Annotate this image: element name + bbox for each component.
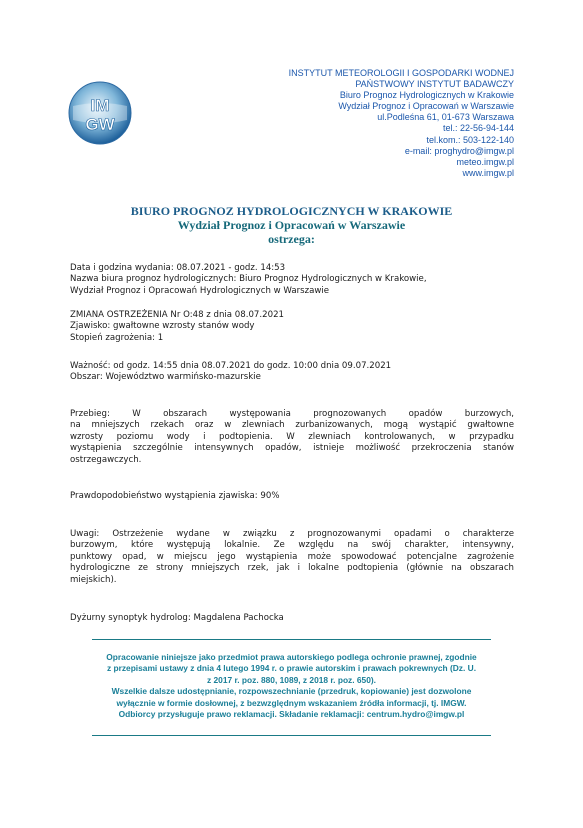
remarks-line: punktowy opad, w miejscu jego wystąpienia może spowodować potencjalne zagrożenie	[70, 551, 514, 562]
footer-top-rule	[92, 639, 491, 640]
warning-change-label: ZMIANA OSTRZEŻENIA	[70, 310, 168, 320]
office-krakow: Biuro Prognoz Hydrologicznych w Krakowie	[339, 90, 514, 101]
footer-line: Odbiorcy przysługuje prawo reklamacji. Składanie reklamacji: centrum.hydro@imgw.pl	[118, 709, 465, 720]
issue-info	[70, 263, 514, 297]
title-sub: Wydział Prognoz i Opracowań w Warszawie	[177, 218, 406, 232]
logo-text-bottom: GW	[85, 115, 115, 134]
course-line: ostrzegawczych.	[70, 454, 142, 465]
website-meteo[interactable]: meteo.imgw.pl	[456, 156, 514, 167]
footer-bottom-rule	[92, 735, 491, 736]
remarks-line: miejskich).	[70, 574, 117, 585]
imgw-logo	[67, 80, 133, 146]
remarks-line: burzowym, które występują lokalnie. Ze względu na swój charakter, intensywny,	[70, 540, 514, 551]
phone: tel.: 22-56-94-144	[442, 123, 514, 134]
footer-line: wyłącznie w formie dosłownej, z bezwzględnym wskazaniem źródła informacji, tj. IMGW.	[116, 697, 467, 708]
course-paragraph	[70, 409, 514, 466]
warning-validity: Ważność: od godz. 14:55 dnia 08.07.2021 do godz. 10:00 dnia 09.07.2021	[70, 361, 392, 371]
warning-change	[70, 310, 514, 321]
probability-text: Prawdopodobieństwo wystąpienia zjawiska: 90%	[70, 491, 280, 501]
warning-details	[70, 310, 514, 344]
validity-info	[70, 361, 514, 384]
duty-text: Dyżurny synoptyk hydrolog: Magdalena Pachocka	[70, 613, 284, 623]
course-line: wystąpienia szczególnie intensywnych opadów, istnieje możliwość przekroczenia stanów	[70, 443, 514, 454]
institute-name: INSTYTUT METEOROLOGII I GOSPODARKI WODNEJ	[288, 68, 514, 78]
warning-phenomenon: Zjawisko: gwałtowne wzrosty stanów wody	[70, 321, 255, 332]
institute-header	[194, 68, 514, 179]
email[interactable]: e-mail: proghydro@imgw.pl	[404, 145, 514, 156]
footer-line: z przepisami ustawy z dnia 4 lutego 1994 r. o prawie autorskim i prawach pokrewnych (Dz. U.	[106, 663, 477, 674]
warning-change-number: Nr O:48 z dnia 08.07.2021	[167, 310, 285, 320]
document-titles	[60, 204, 523, 246]
footer-line: Opracowanie niniejsze jako przedmiot prawa autorskiego podlega ochronie prawnej, zgodnie	[106, 652, 477, 662]
issue-office-line2: Wydział Prognoz i Opracowań Hydrologicznych w Warszawie	[70, 285, 330, 296]
office-warsaw: Wydział Prognoz i Opracowań w Warszawie	[338, 101, 514, 112]
remarks-line: Uwagi: Ostrzeżenie wydane w związku z prognozowanymi opadami o charakterze	[70, 529, 514, 539]
warning-area: Obszar: Województwo warmińsko-mazurskie	[70, 372, 261, 383]
warning-level: Stopień zagrożenia: 1	[70, 332, 164, 343]
course-line: Przebieg: W obszarach występowania prognozowanych opadów burzowych,	[70, 409, 514, 419]
issue-date: Data i godzina wydania: 08.07.2021 - godz. 14:53	[70, 263, 286, 273]
footer-line: z 2017 r. poz. 880, 1089, z 2018 r. poz. 650).	[207, 674, 376, 685]
title-kind: ostrzega:	[268, 232, 315, 246]
mobile-phone: tel.kom.: 503-122-140	[426, 134, 514, 145]
title-main: BIURO PROGNOZ HYDROLOGICZNYCH W KRAKOWIE	[130, 204, 453, 218]
course-line: wzrosty poziomu wody i podtopienia. W zlewniach kontrolowanych, w przypadku	[70, 431, 514, 442]
copyright-footer	[60, 652, 523, 720]
probability	[70, 491, 514, 502]
website-imgw[interactable]: www.imgw.pl	[462, 167, 514, 178]
duty-forecaster	[70, 613, 514, 624]
remarks-paragraph	[70, 529, 514, 586]
footer-line: Wszelkie dalsze udostępnianie, rozpowszechnianie (przedruk, kopiowanie) jest dozwolone	[111, 686, 472, 697]
remarks-line: hydrologiczne ze strony mniejszych rzek, jak i lokalne podtopienia (głównie na obszarach	[70, 563, 514, 574]
issue-office-line1: Nazwa biura prognoz hydrologicznych: Biuro Prognoz Hydrologicznych w Krakowie,	[70, 274, 427, 285]
address: ul.Podleśna 61, 01-673 Warszawa	[377, 112, 514, 123]
logo-text-top: IM	[90, 96, 110, 115]
course-line: na mniejszych rzekach oraz w zlewniach zurbanizowanych, mogą wystąpić gwałtowne	[70, 420, 514, 431]
institute-status: PAŃSTWOWY INSTYTUT BADAWCZY	[355, 79, 514, 90]
